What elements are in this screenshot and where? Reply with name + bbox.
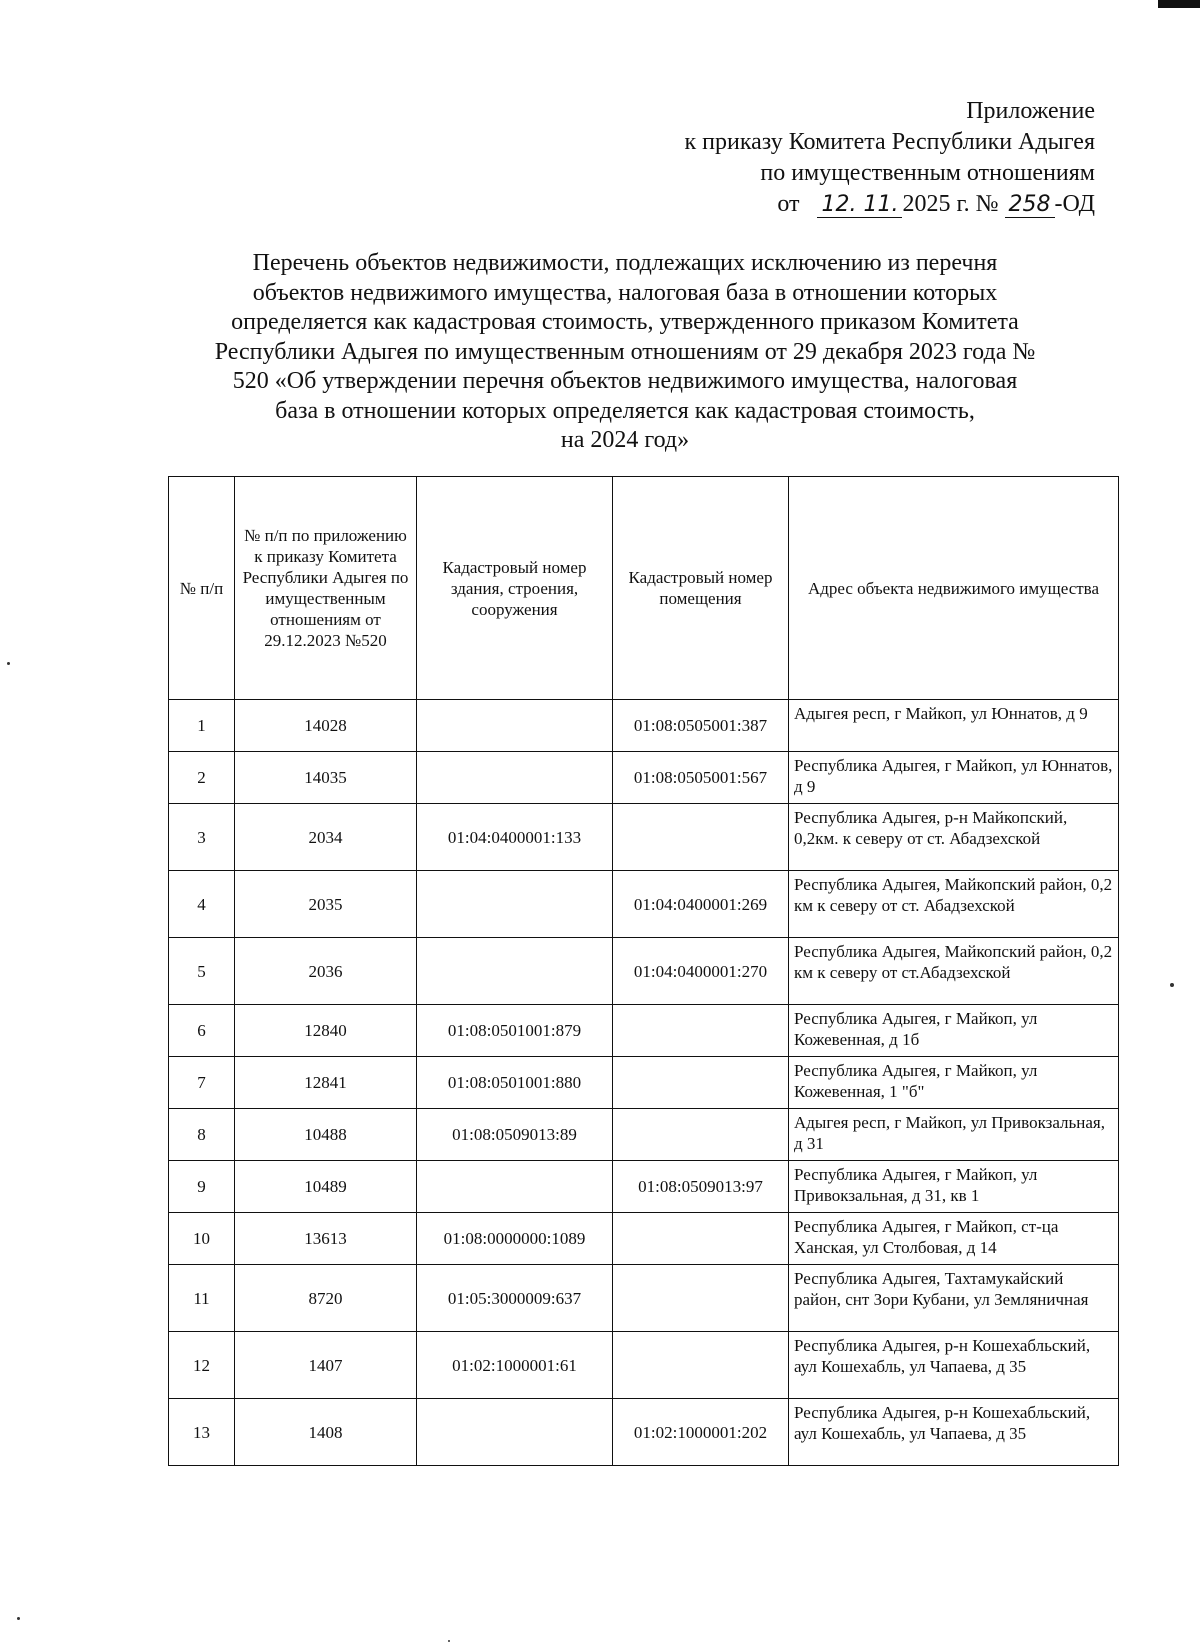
table-row [169,871,1119,938]
cell-building-cadastral [417,871,613,938]
scan-speck [448,1640,450,1642]
title-line: на 2024 год» [560,427,690,453]
cell-index: 3 [169,804,235,871]
cell-ref: 13613 [235,1213,417,1265]
col-header-address: Адрес объекта недвижимого имущества [789,477,1119,700]
cell-address: Республика Адыгея, р-н Кошехабльский, аул Кошехабль, ул Чапаева, д 35 [789,1399,1119,1466]
appendix-header [684,96,1095,220]
table-row [169,1399,1119,1466]
appendix-label: Приложение [966,98,1095,124]
cell-premise-cadastral [613,1265,789,1332]
cell-building-cadastral: 01:08:0501001:879 [417,1005,613,1057]
cell-index: 7 [169,1057,235,1109]
scan-speck [1170,983,1174,987]
cell-ref: 14028 [235,700,417,752]
cell-ref: 10489 [235,1161,417,1213]
cell-building-cadastral: 01:08:0000000:1089 [417,1213,613,1265]
cell-building-cadastral [417,1161,613,1213]
title-line: Перечень объектов недвижимости, подлежащих исключению из перечня [252,250,998,276]
scan-speck [17,1617,20,1620]
table-header-row [169,477,1119,700]
property-table [168,476,1119,1466]
cell-ref: 10488 [235,1109,417,1161]
cell-building-cadastral: 01:04:0400001:133 [417,804,613,871]
table-row [169,1005,1119,1057]
cell-address: Республика Адыгея, г Майкоп, ул Юннатов, д 9 [789,752,1119,804]
cell-index: 2 [169,752,235,804]
cell-ref: 8720 [235,1265,417,1332]
cell-address: Республика Адыгея, Майкопский район, 0,2 км к северу от ст.Абадзехской [789,938,1119,1005]
appendix-date-line [684,189,1095,220]
appendix-order-ref: к приказу Комитета Республики Адыгея [684,129,1095,155]
table-row [169,804,1119,871]
cell-building-cadastral: 01:05:3000009:637 [417,1265,613,1332]
cell-index: 13 [169,1399,235,1466]
cell-building-cadastral [417,752,613,804]
date-prefix: от [777,191,800,217]
handwritten-date: 12. 11. [817,192,902,218]
cell-premise-cadastral: 01:04:0400001:270 [613,938,789,1005]
cell-address: Республика Адыгея, г Майкоп, ул Привокзальная, д 31, кв 1 [789,1161,1119,1213]
cell-index: 5 [169,938,235,1005]
cell-index: 6 [169,1005,235,1057]
cell-address: Республика Адыгея, р-н Кошехабльский, аул Кошехабль, ул Чапаева, д 35 [789,1332,1119,1399]
table-body [169,700,1119,1466]
cell-building-cadastral: 01:08:0509013:89 [417,1109,613,1161]
col-header-index: № п/п [169,477,235,700]
table-row [169,1057,1119,1109]
title-line: объектов недвижимого имущества, налоговая база в отношении которых [252,279,998,306]
cell-premise-cadastral: 01:08:0505001:567 [613,752,789,804]
cell-ref: 12840 [235,1005,417,1057]
table-row [169,700,1119,752]
cell-index: 10 [169,1213,235,1265]
appendix-committee: по имущественным отношениям [760,160,1095,186]
cell-premise-cadastral [613,1213,789,1265]
table-row [169,938,1119,1005]
table-row [169,1161,1119,1213]
col-header-premise-cadastral: Кадастровый номер помещения [613,477,789,700]
cell-building-cadastral: 01:02:1000001:61 [417,1332,613,1399]
handwritten-number: 258 [1005,192,1055,218]
cell-address: Адыгея респ, г Майкоп, ул Привокзальная, д 31 [789,1109,1119,1161]
col-header-ref: № п/п по приложению к приказу Комитета Республики Адыгея по имущественным отношениям от 29.12.2023 №520 [235,477,417,700]
cell-premise-cadastral [613,1005,789,1057]
cell-premise-cadastral [613,804,789,871]
cell-address: Адыгея респ, г Майкоп, ул Юннатов, д 9 [789,700,1119,752]
table-row [169,752,1119,804]
cell-building-cadastral [417,938,613,1005]
cell-building-cadastral [417,700,613,752]
table-row [169,1265,1119,1332]
cell-address: Республика Адыгея, г Майкоп, ул Кожевенная, 1 "б" [789,1057,1119,1109]
col-header-building-cadastral: Кадастровый номер здания, строения, сооружения [417,477,613,700]
title-line: база в отношении которых определяется как кадастровая стоимость, [275,397,975,424]
cell-index: 9 [169,1161,235,1213]
cell-premise-cadastral: 01:08:0509013:97 [613,1161,789,1213]
table-row [169,1213,1119,1265]
cell-ref: 2036 [235,938,417,1005]
cell-address: Республика Адыгея, р-н Майкопский, 0,2км. к северу от ст. Абадзехской [789,804,1119,871]
cell-building-cadastral [417,1399,613,1466]
cell-ref: 12841 [235,1057,417,1109]
cell-index: 12 [169,1332,235,1399]
cell-index: 4 [169,871,235,938]
cell-ref: 14035 [235,752,417,804]
cell-address: Республика Адыгея, Майкопский район, 0,2 км к северу от ст. Абадзехской [789,871,1119,938]
cell-premise-cadastral: 01:08:0505001:387 [613,700,789,752]
scan-speck [7,662,10,665]
cell-premise-cadastral [613,1057,789,1109]
title-line: определяется как кадастровая стоимость, утвержденного приказом Комитета [231,309,1019,335]
cell-building-cadastral: 01:08:0501001:880 [417,1057,613,1109]
document-title [175,249,1075,456]
cell-index: 1 [169,700,235,752]
table-row [169,1332,1119,1399]
cell-ref: 2034 [235,804,417,871]
cell-premise-cadastral [613,1332,789,1399]
cell-index: 8 [169,1109,235,1161]
cell-ref: 2035 [235,871,417,938]
cell-address: Республика Адыгея, г Майкоп, ст-ца Ханская, ул Столбовая, д 14 [789,1213,1119,1265]
cell-address: Республика Адыгея, Тахтамукайский район, снт Зори Кубани, ул Земляничная [789,1265,1119,1332]
number-suffix: -ОД [1054,191,1095,217]
date-year: 2025 г. № [902,191,999,217]
scan-corner-mark [1158,0,1200,8]
cell-index: 11 [169,1265,235,1332]
cell-ref: 1408 [235,1399,417,1466]
table-row [169,1109,1119,1161]
cell-address: Республика Адыгея, г Майкоп, ул Кожевенная, д 1б [789,1005,1119,1057]
cell-premise-cadastral [613,1109,789,1161]
cell-premise-cadastral: 01:04:0400001:269 [613,871,789,938]
title-line: Республики Адыгея по имущественным отношениям от 29 декабря 2023 года № [214,338,1036,365]
cell-premise-cadastral: 01:02:1000001:202 [613,1399,789,1466]
cell-ref: 1407 [235,1332,417,1399]
title-line: 520 «Об утверждении перечня объектов недвижимого имущества, налоговая [232,368,1018,394]
